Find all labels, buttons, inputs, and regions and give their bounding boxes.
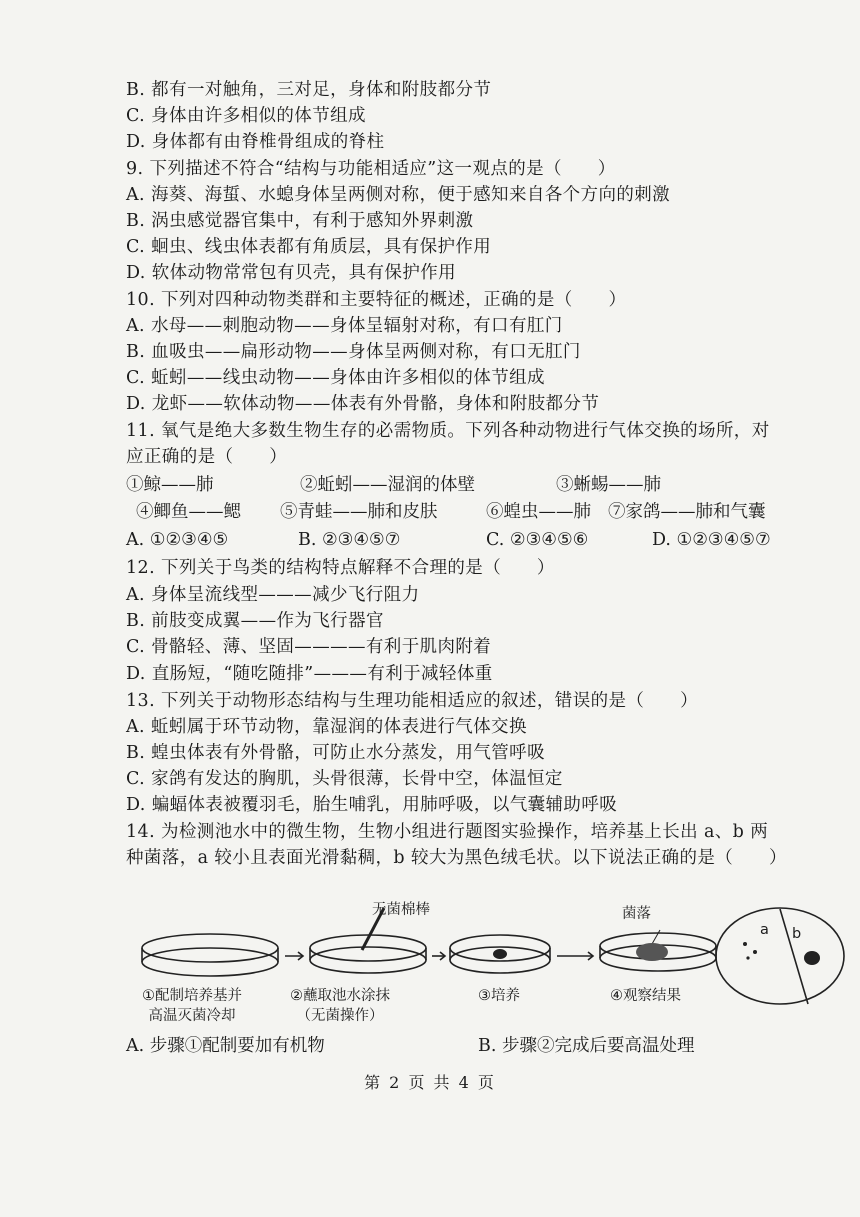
q12-stem: 12. 下列关于鸟类的结构特点解释不合理的是（ ）	[126, 558, 555, 578]
q11-option-d: D. ①②③④⑤⑦	[652, 530, 771, 550]
region-a-label: a	[760, 922, 769, 938]
petri-dish-experiment-figure	[140, 900, 860, 1030]
q14-option-b: B. 步骤②完成后要高温处理	[478, 1036, 695, 1056]
q14-stem: 14. 为检测池水中的微生物，生物小组进行题图实验操作，培养基上长出 a、b 两	[126, 822, 769, 842]
q9-option-b: B. 涡虫感觉器官集中，有利于感知外界刺激	[126, 211, 474, 231]
q10-option-b: B. 血吸虫——扁形动物——身体呈两侧对称，有口无肛门	[126, 342, 581, 362]
colony-cluster	[636, 943, 668, 961]
q10-stem: 10. 下列对四种动物类群和主要特征的概述，正确的是（ ）	[126, 290, 627, 310]
step-4-caption: ④观察结果	[610, 988, 681, 1004]
colony-b	[804, 951, 820, 965]
q9-stem: 9. 下列描述不符合“结构与功能相适应”这一观点的是（ ）	[126, 159, 616, 179]
q11-item-3: ③蜥蜴——肺	[556, 475, 661, 495]
swab-label: 无菌棉棒	[372, 902, 430, 918]
q13-option-b: B. 蝗虫体表有外骨骼，可防止水分蒸发，用气管呼吸	[126, 743, 545, 763]
step-1-line-1: ①配制培养基并	[142, 988, 242, 1004]
step-3-caption: ③培养	[478, 988, 520, 1004]
colony-label: 菌落	[622, 906, 651, 922]
q11-option-b: B. ②③④⑤⑦	[298, 530, 401, 550]
q13-option-c: C. 家鸽有发达的胸肌，头骨很薄，长骨中空，体温恒定	[126, 769, 563, 789]
page-footer: 第 2 页 共 4 页	[364, 1073, 496, 1092]
q12-option-d: D. 直肠短，“随吃随排”———有利于减轻体重	[126, 664, 493, 684]
q14-option-a: A. 步骤①配制要加有机物	[126, 1036, 325, 1056]
colony-a-dot-3	[746, 956, 749, 959]
q11-item-1: ①鲸——肺	[126, 475, 214, 495]
q9-option-c: C. 蛔虫、线虫体表都有角质层，具有保护作用	[126, 237, 492, 257]
q8-option-d: D. 身体都有由脊椎骨组成的脊柱	[126, 132, 385, 152]
q11-option-a: A. ①②③④⑤	[126, 530, 229, 550]
q9-option-a: A. 海葵、海蜇、水螅身体呈两侧对称，便于感知来自各个方向的刺激	[126, 185, 671, 205]
step-2-line-1: ②蘸取池水涂抹	[290, 988, 390, 1004]
q11-option-c: C. ②③④⑤⑥	[486, 530, 589, 550]
colony-dot	[493, 949, 507, 959]
q10-option-a: A. 水母——刺胞动物——身体呈辐射对称，有口有肛门	[126, 316, 563, 336]
q13-stem: 13. 下列关于动物形态结构与生理功能相适应的叙述，错误的是（ ）	[126, 691, 698, 711]
q13-option-d: D. 蝙蝠体表被覆羽毛，胎生哺乳，用肺呼吸，以气囊辅助呼吸	[126, 795, 618, 815]
colony-a-dot-1	[743, 942, 747, 946]
step-1-caption	[142, 986, 242, 1026]
colony-a-dot-2	[753, 950, 757, 954]
q10-option-d: D. 龙虾——软体动物——体表有外骨骼，身体和附肢都分节	[126, 394, 600, 414]
q12-option-c: C. 骨骼轻、薄、坚固————有利于肌肉附着	[126, 637, 492, 657]
q11-item-6: ⑥蝗虫——肺	[486, 502, 591, 522]
magnified-dish	[716, 908, 844, 1004]
q11-item-7: ⑦家鸽——肺和气囊	[608, 502, 766, 522]
q8-option-b: B. 都有一对触角，三对足，身体和附肢都分节	[126, 80, 492, 100]
q11-item-2: ②蚯蚓——湿润的体壁	[300, 475, 475, 495]
experiment-diagram	[140, 900, 860, 1030]
step-2-caption	[290, 986, 390, 1026]
step-2-line-2: （无菌操作）	[296, 1008, 384, 1024]
q12-option-b: B. 前肢变成翼——作为飞行器官	[126, 611, 384, 631]
q10-option-c: C. 蚯蚓——线虫动物——身体由许多相似的体节组成	[126, 368, 545, 388]
petri-dish-1	[142, 934, 278, 976]
q12-option-a: A. 身体呈流线型———减少飞行阻力	[126, 585, 420, 605]
region-b-label: b	[792, 926, 802, 942]
colony-pointer	[652, 930, 660, 944]
q13-option-a: A. 蚯蚓属于环节动物，靠湿润的体表进行气体交换	[126, 717, 527, 737]
q11-stem-cont: 应正确的是（ ）	[126, 447, 288, 467]
q11-item-5: ⑤青蛙——肺和皮肤	[280, 502, 438, 522]
q9-option-d: D. 软体动物常常包有贝壳，具有保护作用	[126, 263, 457, 283]
q11-stem: 11. 氧气是绝大多数生物生存的必需物质。下列各种动物进行气体交换的场所，对	[126, 421, 770, 441]
q8-option-c: C. 身体由许多相似的体节组成	[126, 106, 366, 126]
q11-item-4: ④鲫鱼——鳃	[136, 502, 241, 522]
q14-stem-cont: 种菌落，a 较小且表面光滑黏稠，b 较大为黑色绒毛状。以下说法正确的是（ ）	[126, 848, 787, 868]
step-1-line-2: 高温灭菌冷却	[148, 1008, 236, 1024]
